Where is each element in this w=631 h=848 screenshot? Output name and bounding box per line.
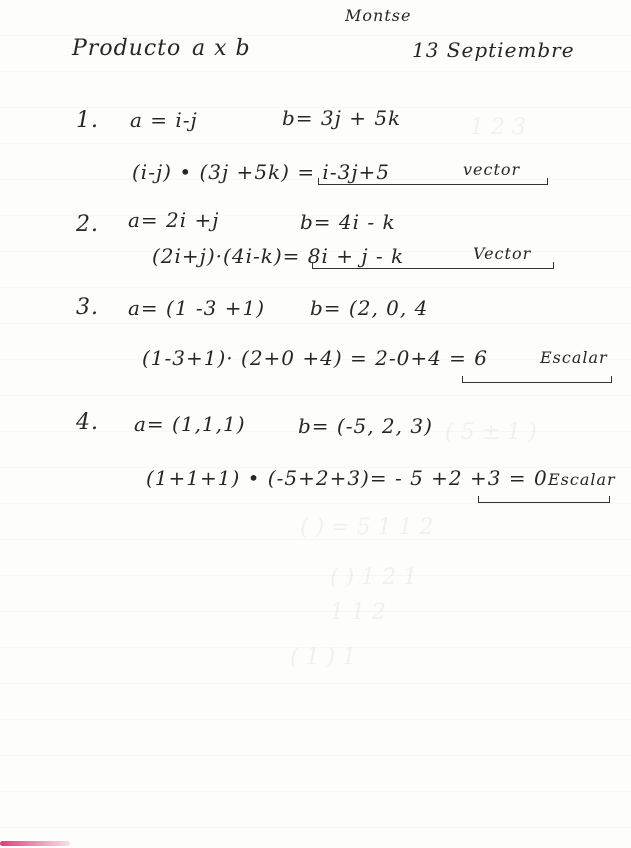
vector-b: b= (-5, 2, 3) xyxy=(298,414,433,438)
result-type: Escalar xyxy=(540,348,608,367)
vector-a: a= (1,1,1) xyxy=(134,412,246,436)
product-work: (1+1+1) • (-5+2+3)= - 5 +2 +3 = 0 xyxy=(146,466,548,490)
page-title: Producto xyxy=(72,36,182,61)
vector-a: a= (1 -3 +1) xyxy=(128,296,266,320)
result-underline xyxy=(478,496,610,503)
problem-number: 1. xyxy=(76,108,99,133)
bleed-through-text: ( 1 ) 1 xyxy=(290,645,357,670)
operation-label: a x b xyxy=(192,36,251,61)
author-name: Montse xyxy=(345,6,412,25)
bleed-through-text: ( ) 1 2 1 xyxy=(330,565,418,590)
product-work: (1-3+1)· (2+0 +4) = 2-0+4 = 6 xyxy=(142,346,489,370)
vector-b: b= 4i - k xyxy=(300,210,396,234)
result-type: vector xyxy=(463,160,521,179)
vector-b: b= (2, 0, 4 xyxy=(310,296,429,320)
vector-a: a = i-j xyxy=(130,108,198,132)
product-work: (i-j) • (3j +5k) = i-3j+5 xyxy=(132,160,390,184)
result-underline xyxy=(318,178,548,185)
pink-highlighter-mark xyxy=(0,841,70,846)
vector-a: a= 2i +j xyxy=(128,208,220,232)
result-type: Escalar xyxy=(548,470,616,489)
bleed-through-text: 1 1 2 xyxy=(330,600,386,625)
result-underline xyxy=(462,376,612,383)
result-type: Vector xyxy=(473,244,532,263)
problem-number: 3. xyxy=(76,295,99,320)
vector-b: b= 3j + 5k xyxy=(282,106,402,130)
date-label: 13 Septiembre xyxy=(412,38,575,62)
problem-number: 4. xyxy=(76,410,99,435)
bleed-through-text: ( 5 ± 1 ) xyxy=(445,420,537,445)
bleed-through-text: ( ) = 5 1 1 2 xyxy=(300,515,434,540)
bleed-through-text: 1 2 3 xyxy=(470,115,526,140)
result-underline xyxy=(312,262,554,269)
product-work: (2i+j)·(4i-k)= 8i + j - k xyxy=(152,244,405,268)
problem-number: 2. xyxy=(76,212,99,237)
